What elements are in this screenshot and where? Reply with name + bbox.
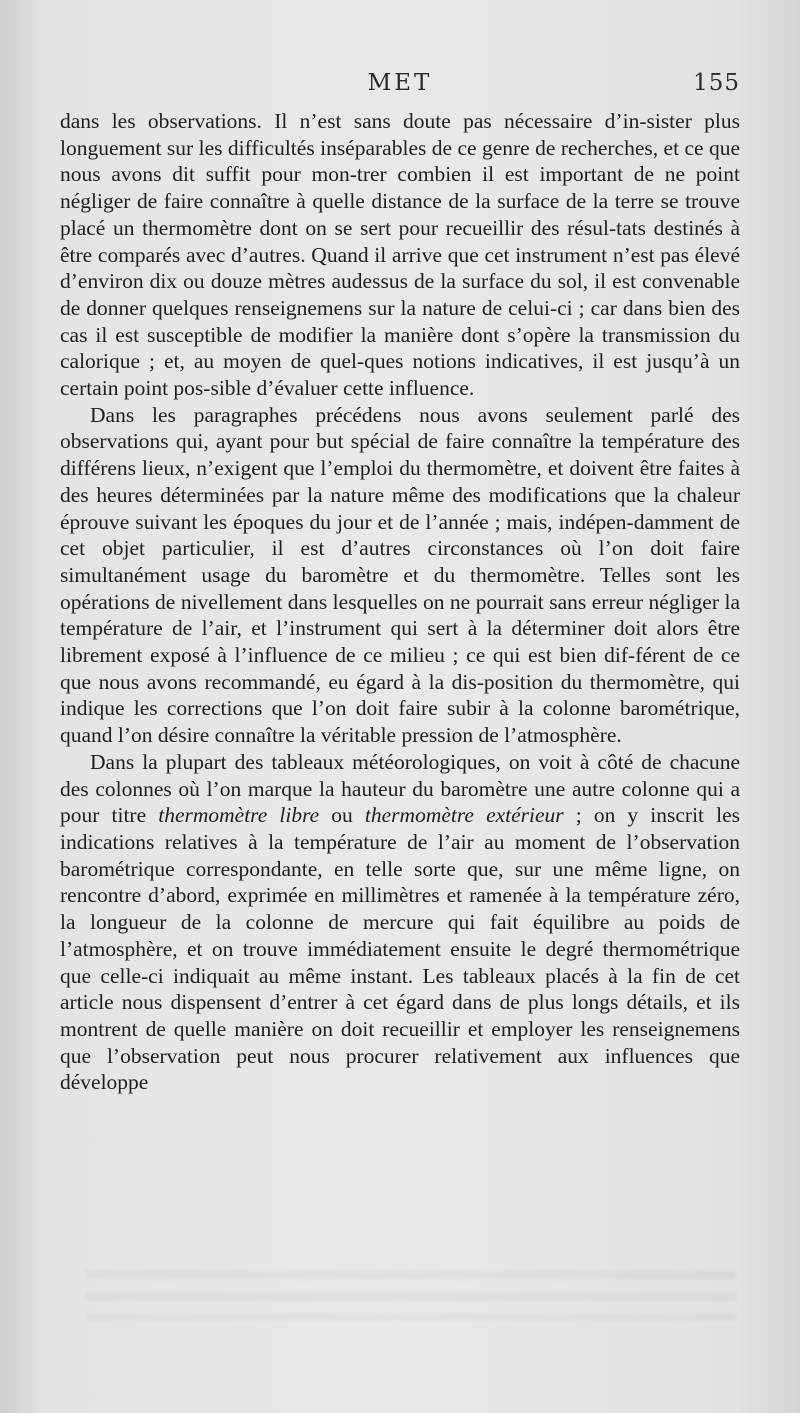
term-thermometre-libre: thermomètre libre (158, 803, 320, 828)
bleed-through-shadow (86, 1270, 736, 1320)
term-thermometre-exterieur: thermomètre extérieur (364, 803, 564, 828)
paragraph-3-text-before: Dans la plupart des tableaux météorologiques, on voit à côté de chacune des colonnes où l’on marque la hauteur du baromètre une autre colonne qui a pour titre (60, 749, 740, 828)
body-text (60, 108, 740, 1096)
paragraph-3-text-mid: ou (319, 803, 365, 828)
running-head: MET (367, 70, 433, 96)
paragraph-1: dans les observations. Il n’est sans doute pas nécessaire d’in-sister plus longuement sur les difficultés inséparables de ce genre de recherches, et ce que nous avons dit suffit pour mon-trer combien il est important de ne point négliger de faire connaître à quelle distance de la surface de la terre se trouve placé un thermomètre dont on se sert pour recueillir des résul-tats destinés à être comparés avec d’autres. Quand il arrive que cet instrument n’est pas élevé d’environ dix ou douze mètres audessus de la surface du sol, il est convenable de donner quelques renseignemens sur la nature de celui-ci ; car dans bien des cas il est susceptible de modifier la manière dont s’opère la transmission du calorique ; et, au moyen de quel-ques notions indicatives, il est jusqu’à un certain point pos-sible d’évaluer cette influence. (60, 109, 740, 401)
page-header (60, 70, 740, 106)
paragraph-3-text-after: ; on y inscrit les indications relatives à la température de l’air au moment de l’observation barométrique correspondante, en telle sorte que, sur une même ligne, on rencontre d’abord, exprimée en millimètres et ramenée à la température zéro, la longueur de la colonne de mercure qui fait équilibre au poids de l’atmosphère, et on trouve immédiatement ensuite le degré thermométrique que celle-ci indiquait au même instant. Les tableaux placés à la fin de cet article nous dispensent d’entrer à cet égard dans de plus longs détails, et ils montrent de quelle manière on doit recueillir et employer les renseignemens que l’observation peut nous procurer relativement aux influences que développe (60, 803, 740, 1095)
paragraph-2: Dans les paragraphes précédens nous avons seulement parlé des observations qui, ayant pour but spécial de faire connaître la température des différens lieux, n’exigent que l’emploi du thermomètre, et doivent être faites à des heures déterminées par la nature même des modifications que la chaleur éprouve suivant les époques du jour et de l’année ; mais, indépen-damment de cet objet particulier, il est d’autres circonstances où l’on doit faire simultanément usage du baromètre et du thermomètre. Telles sont les opérations de nivellement dans lesquelles on ne pourrait sans erreur négliger la température de l’air, et l’instrument qui sert à la déterminer doit alors être librement exposé à l’influence de ce milieu ; ce qui est bien dif-férent de ce que nous avons recommandé, eu égard à la dis-position du thermomètre, qui indique les corrections que l’on doit faire subir à la colonne barométrique, quand l’on désire connaître la véritable pression de l’atmosphère. (60, 402, 740, 748)
page-number: 155 (693, 70, 740, 96)
paragraph-3 (60, 749, 740, 1096)
